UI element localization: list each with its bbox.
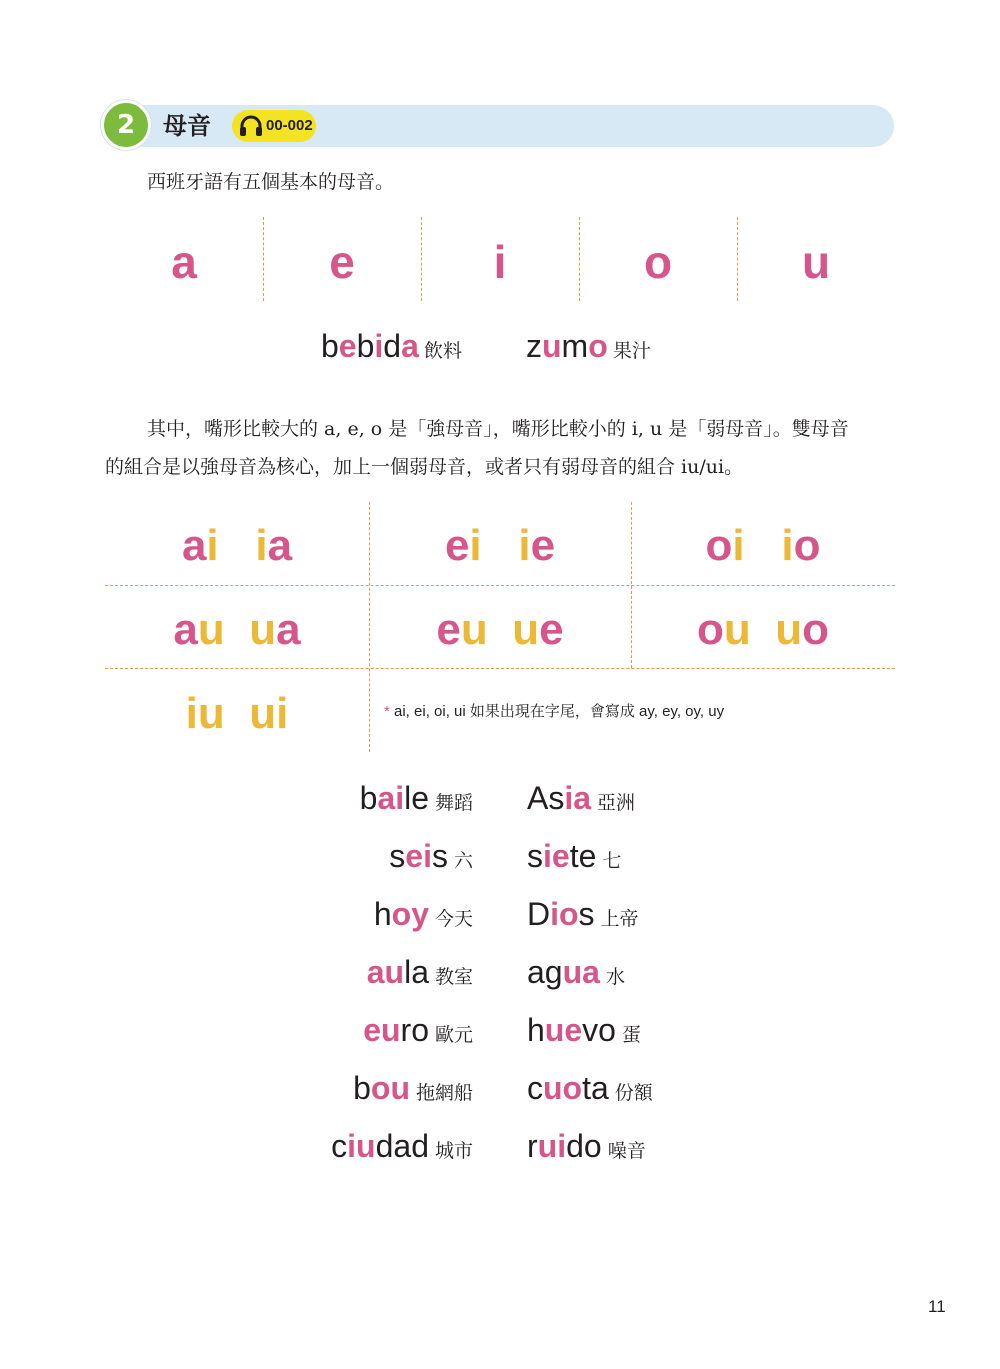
word-entry: cuota 份額 bbox=[527, 1070, 653, 1106]
word-entry: euro 歐元 bbox=[363, 1012, 473, 1048]
diphthong-cell-ou-uo: ou uo bbox=[696, 605, 829, 654]
word-entry: hoy 今天 bbox=[373, 896, 473, 932]
intro-text: 西班牙語有五個基本的母音。 bbox=[147, 171, 395, 193]
vowel-u: u bbox=[801, 236, 831, 288]
divider bbox=[579, 217, 580, 301]
word-entry: ciudad 城市 bbox=[331, 1128, 473, 1164]
diphthong-cell-ei-ie: ei ie bbox=[444, 521, 556, 570]
section-number-badge: 2 bbox=[101, 100, 151, 150]
word-entry: Dios 上帝 bbox=[527, 896, 639, 932]
grid-divider bbox=[105, 668, 895, 669]
vowel-o: o bbox=[643, 236, 673, 288]
example-gloss: 飲料 bbox=[423, 340, 462, 362]
vowel-e: e bbox=[329, 236, 355, 288]
diphthong-cell-ai-ia: ai ia bbox=[181, 521, 293, 570]
audio-track-badge[interactable] bbox=[232, 110, 316, 142]
word-entry: bou 拖網船 bbox=[353, 1070, 473, 1106]
diphthong-cell-oi-io: oi io bbox=[705, 521, 821, 570]
paragraph-line-2: 的組合是以強母音為核心，加上一個弱母音，或者只有弱母音的組合 iu/ui。 bbox=[105, 456, 744, 478]
word-entry: baile 舞蹈 bbox=[359, 780, 473, 816]
word-entry: ruido 噪音 bbox=[527, 1128, 646, 1164]
paragraph-line-1: 其中，嘴形比較大的 a, e, o 是「強母音」，嘴形比較小的 i, u 是「弱母音」。雙母音 bbox=[147, 418, 849, 440]
example-word-bebida: bebida 飲料 bbox=[321, 328, 462, 364]
word-entry: seis 六 bbox=[389, 838, 473, 874]
divider bbox=[421, 217, 422, 301]
vowel-i: i bbox=[493, 236, 507, 288]
word-entry: siete 七 bbox=[527, 838, 622, 874]
section-header-bar bbox=[112, 105, 894, 147]
footnote: * ai, ei, oi, ui 如果出現在字尾，會寫成 ay, ey, oy, uy bbox=[384, 703, 725, 720]
word-entry: Asia 亞洲 bbox=[527, 780, 636, 816]
word-entry: huevo 蛋 bbox=[527, 1012, 641, 1048]
grid-divider bbox=[105, 585, 895, 586]
word-entry: agua 水 bbox=[527, 954, 625, 990]
diphthong-cell-eu-ue: eu ue bbox=[436, 605, 564, 654]
headphones-icon bbox=[238, 114, 264, 138]
section-title: 母音 bbox=[163, 112, 211, 140]
example-gloss: 果汁 bbox=[612, 340, 651, 362]
diphthong-cell-au-ua: au ua bbox=[173, 605, 301, 654]
divider bbox=[737, 217, 738, 301]
page-number: 11 bbox=[928, 1297, 946, 1316]
example-word-zumo: zumo 果汁 bbox=[526, 328, 651, 364]
vowel-a: a bbox=[171, 236, 197, 288]
divider bbox=[263, 217, 264, 301]
diphthong-cell-iu-ui: iu ui bbox=[185, 689, 289, 738]
audio-track-code: 00-002 bbox=[266, 117, 313, 134]
word-entry: aula 教室 bbox=[366, 954, 473, 990]
